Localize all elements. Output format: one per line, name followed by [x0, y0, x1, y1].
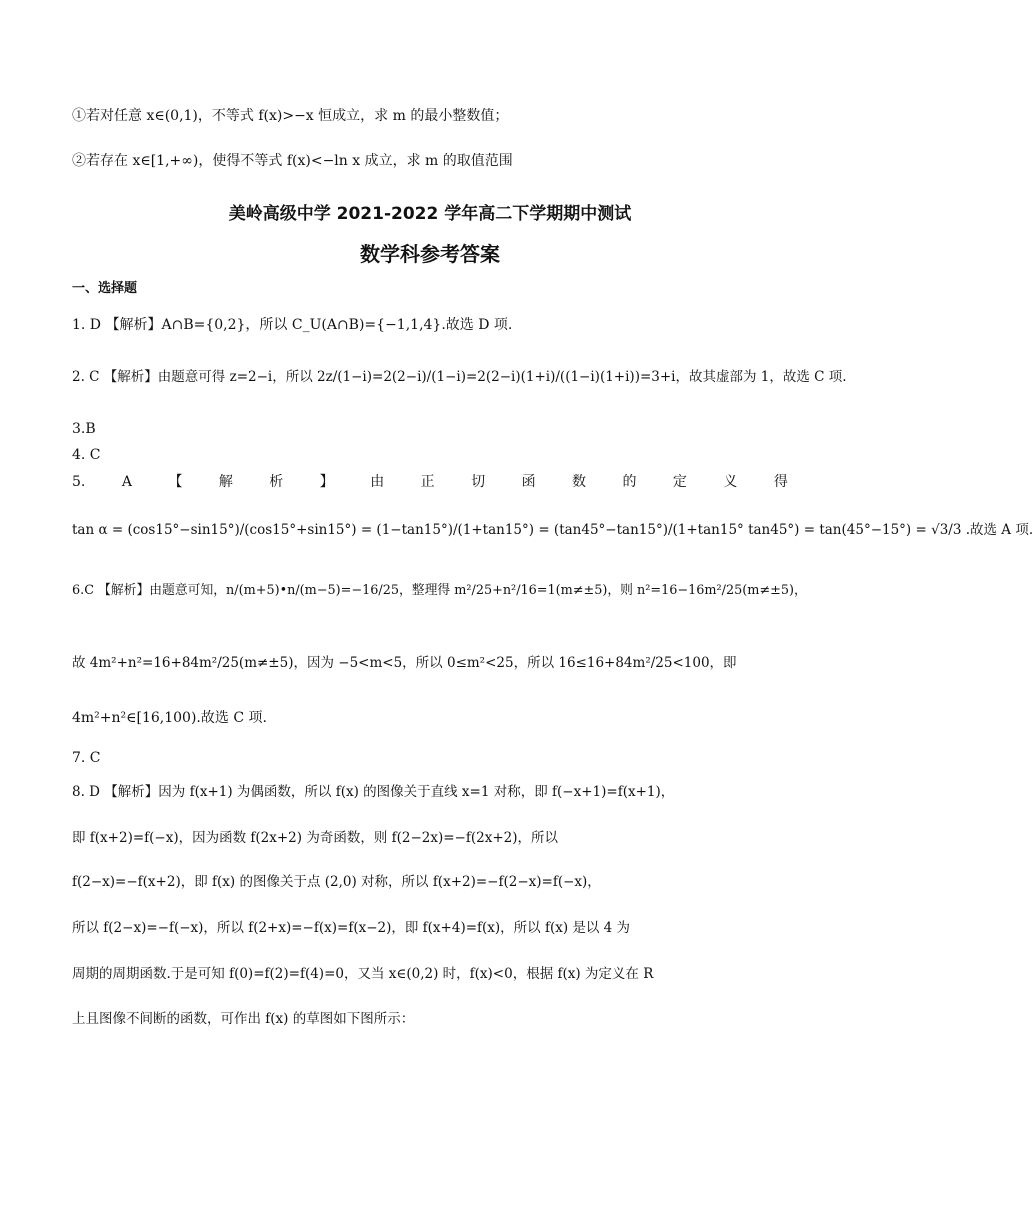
exam-title: 美岭高级中学 2021-2022 学年高二下学期期中测试 [228, 204, 632, 224]
answer-5-token: 得 [773, 474, 788, 490]
answer-8-line-3: f(2−x)=−f(x+2)，即 f(x) 的图像关于点 (2,0) 对称，所以 f(x+2)=−f(2−x)=f(−x)， [72, 874, 601, 890]
answer-5-formula: tan α = (cos15°−sin15°)/(cos15°+sin15°) = (1−tan15°)/(1+tan15°) = (tan45°−tan15°)/(1+tan15° tan45°) = tan(45°−15°) = √3/3 .故选 A 项. [72, 522, 1033, 538]
answer-5-token: 【 [168, 474, 183, 490]
answer-5-token: A [121, 474, 132, 490]
answer-2: 2. C 【解析】由题意可得 z=2−i，所以 2z/(1−i)=2(2−i)/(1−i)=2(2−i)(1+i)/((1−i)(1+i))=3+i，故其虚部为 1，故选 C 项. [72, 369, 847, 385]
answer-5-token: 切 [471, 474, 486, 490]
answer-5-token: 5. [72, 474, 86, 490]
answer-4: 4. C [72, 447, 101, 463]
answer-key-title: 数学科参考答案 [360, 242, 500, 266]
answer-3: 3.B [72, 421, 96, 437]
answer-5-header [72, 474, 788, 491]
answer-8-line-1: 8. D 【解析】因为 f(x+1) 为偶函数，所以 f(x) 的图像关于直线 x=1 对称，即 f(−x+1)=f(x+1)， [72, 784, 675, 800]
answer-5-token: 数 [572, 474, 587, 490]
answer-8-line-5: 周期的周期函数.于是可知 f(0)=f(2)=f(4)=0，又当 x∈(0,2) 时，f(x)<0，根据 f(x) 为定义在 R [72, 966, 654, 982]
answer-6-line-3: 4m²+n²∈[16,100).故选 C 项. [72, 710, 267, 726]
answer-8-line-6: 上且图像不间断的函数，可作出 f(x) 的草图如下图所示： [72, 1011, 415, 1027]
section-heading-multiple-choice: 一、选择题 [72, 281, 138, 296]
answer-8-line-2: 即 f(x+2)=f(−x)，因为函数 f(2x+2) 为奇函数，则 f(2−2x)=−f(2x+2)，所以 [72, 830, 558, 846]
answer-6-line-1: 6.C 【解析】由题意可知，n/(m+5)•n/(m−5)=−16/25，整理得 m²/25+n²/16=1(m≠±5)，则 n²=16−16m²/25(m≠±5)， [72, 583, 807, 598]
answer-6-line-2: 故 4m²+n²=16+84m²/25(m≠±5)，因为 −5<m<5，所以 0≤m²<25，所以 16≤16+84m²/25<100，即 [72, 655, 737, 671]
answer-5-token: 析 [269, 474, 284, 490]
answer-5-token: 的 [622, 474, 637, 490]
answer-5-token: 义 [723, 474, 738, 490]
answer-5-token: 正 [420, 474, 435, 490]
answer-1: 1. D 【解析】A∩B={0,2}，所以 C_U(A∩B)={−1,1,4}.故选 D 项. [72, 317, 513, 333]
answer-5-token: 由 [370, 474, 385, 490]
question-part-1: ①若对任意 x∈(0,1)，不等式 f(x)>−x 恒成立，求 m 的最小整数值； [72, 108, 509, 124]
question-part-2: ②若存在 x∈[1,+∞)，使得不等式 f(x)<−ln x 成立，求 m 的取值范围 [72, 153, 513, 169]
answer-5-token: 函 [521, 474, 536, 490]
answer-5-token: 解 [218, 474, 233, 490]
answer-8-line-4: 所以 f(2−x)=−f(−x)，所以 f(2+x)=−f(x)=f(x−2)，即 f(x+4)=f(x)，所以 f(x) 是以 4 为 [72, 920, 631, 936]
answer-5-token: 】 [319, 474, 334, 490]
answer-7: 7. C [72, 750, 101, 766]
answer-5-token: 定 [672, 474, 687, 490]
